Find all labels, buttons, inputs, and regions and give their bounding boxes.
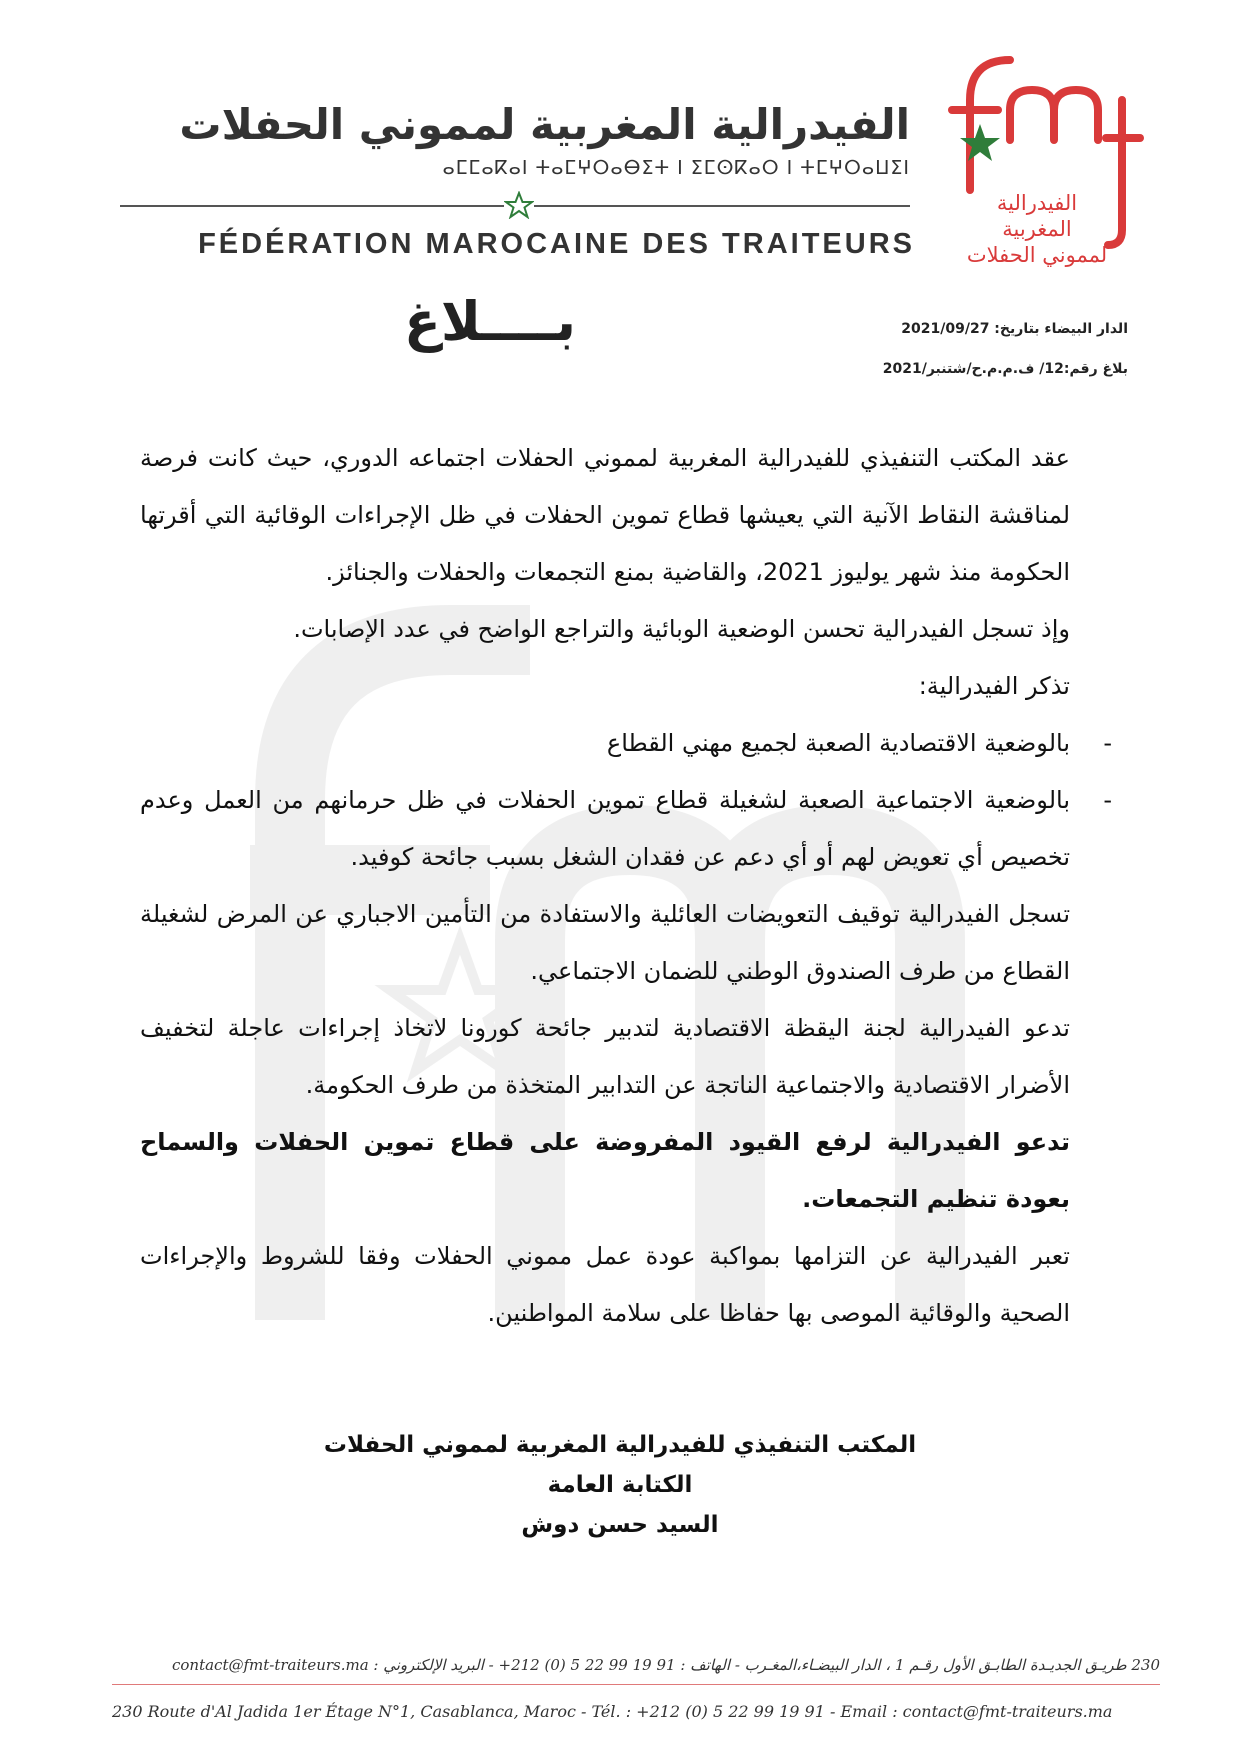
page-title: بــــلاغ: [404, 290, 576, 353]
star-icon: [504, 191, 534, 219]
signature-line-2: الكتابة العامة: [547, 1472, 693, 1498]
signature-block: [300, 1425, 940, 1545]
paragraph-6-bold: تدعو الفيدرالية لرفع القيود المفروضة على قطاع تموين الحفلات والسماح بعودة تنظيم التجمعات.: [140, 1128, 1070, 1213]
paragraph-3: تذكر الفيدرالية:: [918, 672, 1070, 700]
list-item-1-text: بالوضعية الاقتصادية الصعبة لجميع مهني القطاع: [606, 729, 1070, 757]
list-item-2-text: بالوضعية الاجتماعية الصعبة لشغيلة قطاع تموين الحفلات في ظل حرمانهم من العمل وعدم تخصيص أي تعويض لهم أو أي دعم عن فقدان الشغل بسبب جائحة كوفيد.: [140, 786, 1070, 871]
footer-french-address: 230 Route d'Al Jadida 1er Étage N°1, Casablanca, Maroc - Tél. : +212 (0) 5 22 99 19 91 - Email : contact@fmt-traiteurs.ma: [112, 1702, 1113, 1721]
header-tifinagh-name: ⴰⵎⵎⴰⴽⴰⵏ ⵜⴰⵎⵖⵔⴰⴱⵉⵜ ⵏ ⵉⵎⵙⴽⴰⵔ ⵏ ⵜⵎⵖⵔⴰⵡⵉⵏ: [442, 157, 910, 179]
paragraph-5: تدعو الفيدرالية لجنة اليقظة الاقتصادية لتدبير جائحة كورونا لاتخاذ إجراءات عاجلة لتخفيف الأضرار الاقتصادية والاجتماعية الناتجة عن التدابير المتخذة من طرف الحكومة.: [140, 1014, 1070, 1099]
paragraph-4: تسجل الفيدرالية توقيف التعويضات العائلية والاستفادة من التأمين الاجباري عن المرض لشغيلة القطاع من طرف الصندوق الوطني للضمان الاجتماعي.: [140, 900, 1070, 985]
paragraph-1: عقد المكتب التنفيذي للفيدرالية المغربية لمموني الحفلات اجتماعه الدوري، حيث كانت فرصة لمناقشة النقاط الآنية التي يعيشها قطاع تموين الحفلات في ظل الإجراءات الوقائية التي أقرتها الحكومة منذ شهر يوليوز 2021، والقاضية بمنع التجمعات والحفلات والجنائز.: [140, 444, 1070, 586]
footer-divider: [112, 1684, 1160, 1685]
logo-arabic-text: [952, 190, 1122, 268]
paragraph-7: تعبر الفيدرالية عن التزامها بمواكبة عودة عمل مموني الحفلات وفقا للشروط والإجراءات الصحية والوقائية الموصى بها حفاظا على سلامة المواطنين.: [140, 1242, 1070, 1327]
logo-arabic-line-2: المغربية: [1002, 217, 1072, 241]
reference-line: بلاغ رقم:12/ ف.م.م.ح/شتنبر/2021: [882, 361, 1128, 377]
logo-arabic-line-3: لمموني الحفلات: [966, 243, 1108, 267]
date-line: الدار البيضاء بتاريخ: 2021/09/27: [901, 321, 1128, 337]
logo-arabic-line-1: الفيدرالية: [996, 191, 1078, 215]
header-arabic-name: الفيدرالية المغربية لمموني الحفلات: [179, 100, 910, 149]
statement-body: [140, 430, 1130, 1342]
paragraph-2: وإذ تسجل الفيدرالية تحسن الوضعية الوبائية والتراجع الواضح في عدد الإصابات.: [293, 615, 1070, 643]
signature-line-3: السيد حسن دوش: [521, 1512, 719, 1538]
signature-line-1: المكتب التنفيذي للفيدرالية المغربية لمموني الحفلات: [323, 1432, 917, 1458]
list-item: - بالوضعية الاجتماعية الصعبة لشغيلة قطاع تموين الحفلات في ظل حرمانهم من العمل وعدم تخصيص أي تعويض لهم أو أي دعم عن فقدان الشغل بسبب جائحة كوفيد.: [140, 786, 1112, 871]
footer-arabic-address: 230 طريـق الجديـدة الطابـق الأول رقـم 1 ، الدار البيضـاء،المغـرب - الهاتف : 91 19 99 22 5 (0) 212+ - البريد الإلكتروني : contact@fmt-traiteurs.ma: [171, 1656, 1160, 1674]
list-item: - بالوضعية الاقتصادية الصعبة لجميع مهني القطاع: [606, 729, 1112, 757]
header-french-name: FÉDÉRATION MAROCAINE DES TRAITEURS: [198, 228, 915, 260]
